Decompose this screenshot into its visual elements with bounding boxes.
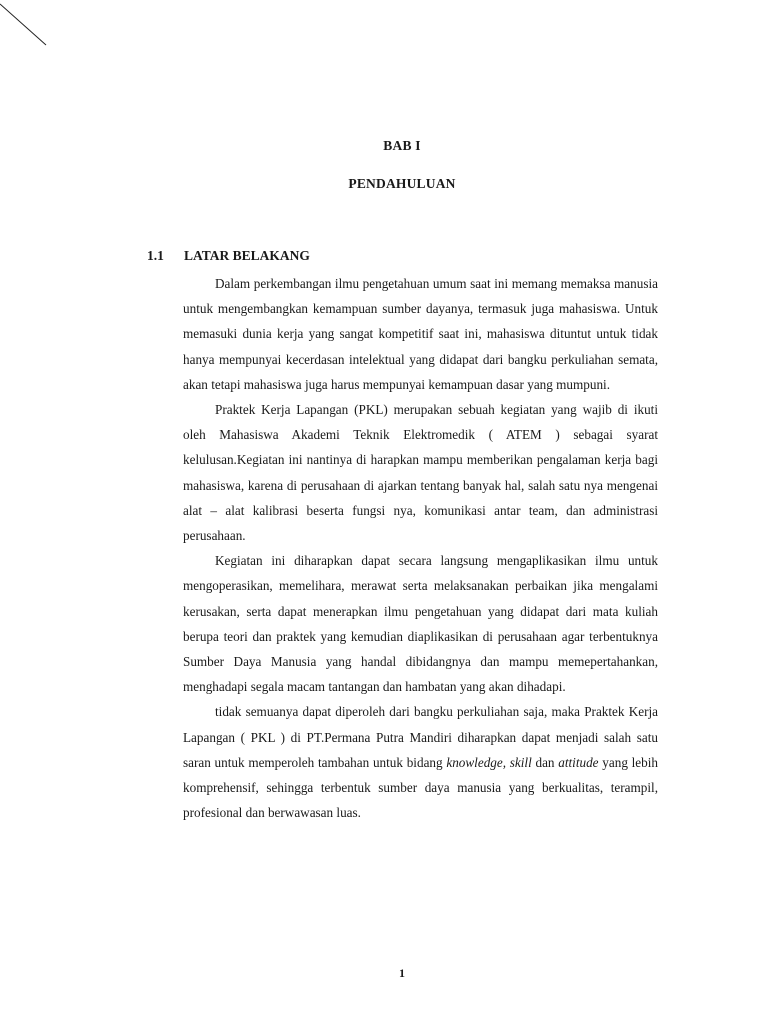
body-text <box>183 271 658 825</box>
paragraph-text: tidak semuanya dapat diperoleh dari bangku perkuliahan saja, maka Praktek Kerja Lapangan ( PKL ) di PT.Permana Putra Mandiri diharapkan dapat menjadi salah satu saran untuk memperoleh tambahan untuk bidang <box>183 704 658 770</box>
section-title: LATAR BELAKANG <box>184 248 310 263</box>
paragraph: Dalam perkembangan ilmu pengetahuan umum saat ini memang memaksa manusia untuk mengembangkan kemampuan sumber dayanya, termasuk juga mahasiswa. Untuk memasuki dunia kerja yang sangat kompetitif saat ini, mahasiswa dituntut untuk tidak hanya mempunyai kecerdasan intelektual yang didapat dari bangku perkuliahan semata, akan tetapi mahasiswa juga harus mempunyai kemampuan dasar yang mumpuni. <box>183 276 658 392</box>
page-number: 1 <box>399 966 405 980</box>
italic-term: knowledge, skill <box>446 754 532 770</box>
section-number: 1.1 <box>147 248 164 263</box>
paragraph: Kegiatan ini diharapkan dapat secara langsung mengaplikasikan ilmu untuk mengoperasikan, memelihara, merawat serta melaksanakan perbaikan jika mengalami kerusakan, serta dapat menerapkan ilmu pengetahuan yang didapat dari mata kuliah berupa teori dan praktek yang kemudian diaplikasikan di perusahaan agar terbentuknya Sumber Daya Manusia yang handal dibidangnya dan mampu memepertahankan, menghadapi segala macam tantangan dan hambatan yang akan dihadapi. <box>183 553 658 695</box>
italic-term: attitude <box>558 754 599 770</box>
paragraph: Praktek Kerja Lapangan (PKL) merupakan sebuah kegiatan yang wajib di ikuti oleh Mahasiswa Akademi Teknik Elektromedik ( ATEM ) sebagai syarat kelulusan.Kegiatan ini nantinya di harapkan mampu memberikan pengalaman kerja bagi mahasiswa, karena di perusahaan di ajarkan tentang banyak hal, salah satu nya mengenai alat – alat kalibrasi beserta fungsi nya, komunikasi antar team, dan administrasi perusahaan. <box>183 402 658 544</box>
section-heading <box>147 248 310 264</box>
chapter-number: BAB I <box>383 138 421 153</box>
page-corner-fold-line <box>0 0 60 60</box>
paragraph-text: dan <box>531 754 559 770</box>
paragraph-last <box>183 699 658 825</box>
chapter-title: PENDAHULUAN <box>348 176 456 191</box>
paragraph-text: yang lebih komprehensif, sehingga terbentuk sumber daya manusia yang berkualitas, terampil, profesional dan berwawasan luas. <box>183 754 659 821</box>
